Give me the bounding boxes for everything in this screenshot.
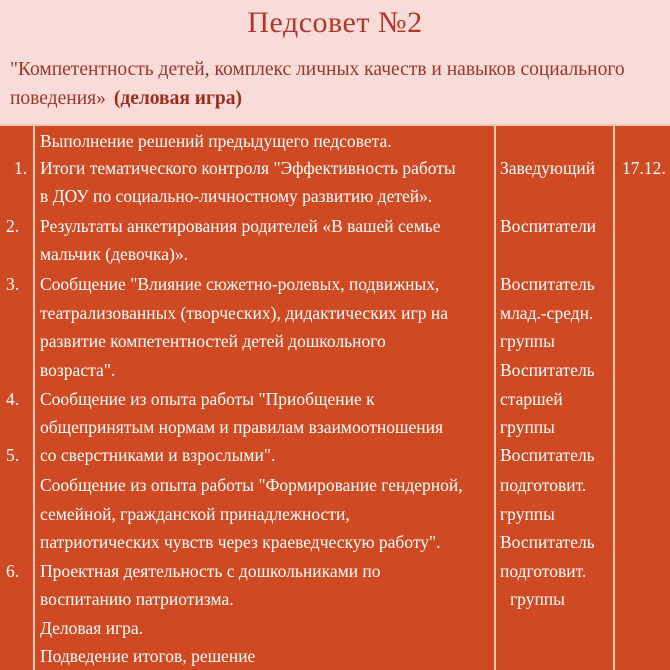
topic-line: мальчик (девочка)». [40, 244, 188, 264]
table-top-border [0, 124, 670, 126]
row-number: 6. [6, 561, 20, 581]
slide-header [0, 0, 670, 124]
responsible-line: старшей [500, 389, 563, 409]
topic-line: Итоги тематического контроля "Эффективность работы [40, 158, 456, 178]
topic-line: общепринятым нормам и правилам взаимоотношения [40, 417, 444, 437]
topic-line: Сообщение "Влияние сюжетно-ролевых, подвижных, [40, 274, 440, 294]
subtitle-game: (деловая игра) [113, 88, 242, 109]
row-number: 3. [6, 274, 20, 294]
responsible-line: Воспитатель [500, 274, 595, 294]
row-number: 1. [14, 158, 28, 178]
topic-line: Результаты анкетирования родителей «В вашей семье [40, 216, 441, 236]
responsible-line: Воспитатель [500, 360, 595, 380]
responsible-line: подготовит. [500, 475, 587, 495]
topic-line: Сообщение из опыта работы "Формирование гендерной, [40, 475, 463, 495]
column-divider [613, 124, 615, 670]
slide-title: Педсовет №2 [247, 6, 423, 39]
responsible-line: группы [500, 417, 555, 437]
topic-line: патриотических чувств через краеведческую работу". [40, 532, 441, 552]
responsible-line: Воспитатель [500, 445, 595, 465]
topic-line: со сверстниками и взрослыми". [40, 445, 276, 465]
agenda-table [0, 124, 670, 670]
responsible-line: группы [500, 331, 555, 351]
row-number: 4. [6, 389, 20, 409]
responsible-line: Воспитатели [500, 216, 597, 236]
topic-line: в ДОУ по социально-личностному развитию детей». [40, 186, 433, 206]
responsible-line: млад.-средн. [500, 303, 594, 323]
slide-subtitle [10, 55, 660, 113]
responsible-line: подготовит. [500, 561, 587, 581]
responsible-line: группы [500, 504, 555, 524]
responsible-line: группы [510, 589, 565, 609]
topic-line: Выполнение решений предыдущего педсовета. [40, 131, 392, 151]
column-divider [494, 124, 496, 670]
topic-line: Сообщение из опыта работы "Приобщение к [40, 389, 375, 409]
topic-line: воспитанию патриотизма. [40, 589, 234, 609]
topic-line: театрализованных (творческих), дидактических игр на [40, 303, 448, 323]
topic-line: Проектная деятельность с дошкольниками по [40, 561, 381, 581]
responsible-line: Заведующий [500, 158, 596, 178]
subtitle-line-1: "Компетентность детей, комплекс личных качеств и навыков социального [10, 59, 625, 80]
topic-line: семейной, гражданской принадлежности, [40, 504, 350, 524]
subtitle-line-2: поведения» [10, 88, 106, 109]
row-number: 5. [6, 445, 20, 465]
topic-line: Деловая игра. [40, 618, 144, 638]
row-number: 2. [6, 216, 20, 236]
topic-line: возраста". [40, 360, 116, 380]
topic-line: развитие компетентностей детей дошкольного [40, 331, 386, 351]
topic-line: Подведение итогов, решение [40, 646, 256, 666]
column-divider [33, 124, 35, 670]
responsible-line: Воспитатель [500, 532, 595, 552]
date-cell: 17.12. [622, 158, 666, 178]
